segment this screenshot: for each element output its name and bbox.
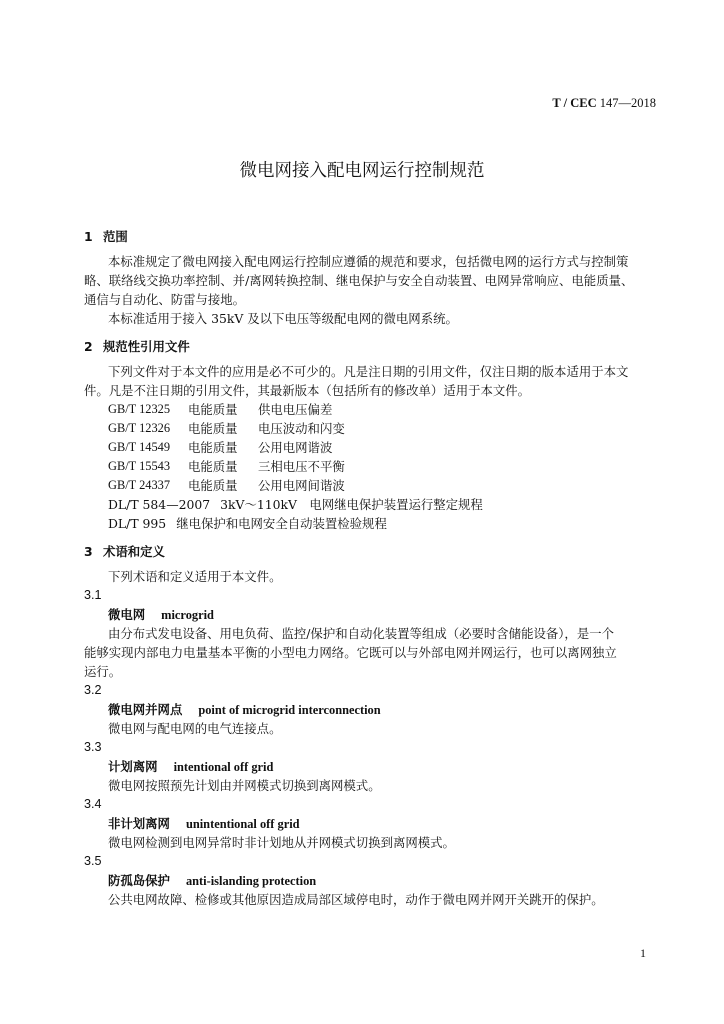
reference-item: GB/T 12326 电能质量 电压波动和闪变 xyxy=(108,421,345,436)
term-name: 计划离网 intentional off grid xyxy=(108,759,274,774)
term-definition: 运行。 xyxy=(84,664,122,679)
term-definition: 公共电网故障、检修或其他原因造成局部区域停电时，动作于微电网并网开关跳开的保护。 xyxy=(108,892,604,907)
page-number: 1 xyxy=(640,946,646,960)
term-number: 3.3 xyxy=(84,740,102,754)
reference-item: GB/T 15543 电能质量 三相电压不平衡 xyxy=(108,459,345,474)
term-number: 3.1 xyxy=(84,588,102,602)
section-heading-references: 2 规范性引用文件 xyxy=(84,339,190,354)
reference-item: DL/T 995 继电保护和电网安全自动装置检验规程 xyxy=(108,516,387,531)
term-definition: 由分布式发电设备、用电负荷、监控/保护和自动化装置等组成（必要时含储能设备），是一个 xyxy=(108,626,614,641)
reference-item: GB/T 12325 电能质量 供电电压偏差 xyxy=(108,402,333,417)
paragraph-line: 本标准规定了微电网接入配电网运行控制应遵循的规范和要求，包括微电网的运行方式与控制策 xyxy=(108,254,629,269)
term-name: 微电网 microgrid xyxy=(108,607,214,622)
paragraph-line: 件。凡是不注日期的引用文件，其最新版本（包括所有的修改单）适用于本文件。 xyxy=(84,383,531,398)
reference-item: GB/T 24337 电能质量 公用电网间谐波 xyxy=(108,478,345,493)
standard-number: 147—2018 xyxy=(599,96,656,110)
term-name: 非计划离网 unintentional off grid xyxy=(108,816,300,831)
section-heading-scope: 1 范围 xyxy=(84,229,128,244)
section-heading-terms: 3 术语和定义 xyxy=(84,544,165,559)
term-number: 3.2 xyxy=(84,683,102,697)
term-name: 防孤岛保护 anti-islanding protection xyxy=(108,873,317,888)
term-definition: 微电网与配电网的电气连接点。 xyxy=(108,721,282,736)
term-definition: 能够实现内部电力电量基本平衡的小型电力网络。它既可以与外部电网并网运行，也可以离网独立 xyxy=(84,645,617,660)
term-definition: 微电网按照预先计划由并网模式切换到离网模式。 xyxy=(108,778,381,793)
paragraph-line: 本标准适用于接入 35kV 及以下电压等级配电网的微电网系统。 xyxy=(108,311,458,326)
term-definition: 微电网检测到电网异常时非计划地从并网模式切换到离网模式。 xyxy=(108,835,455,850)
standard-prefix: T / CEC xyxy=(552,96,597,110)
reference-item: DL/T 584—2007 3kV～110kV 电网继电保护装置运行整定规程 xyxy=(108,497,483,512)
paragraph-line: 下列术语和定义适用于本文件。 xyxy=(108,569,282,584)
paragraph-line: 下列文件对于本文件的应用是必不可少的。凡是注日期的引用文件，仅注日期的版本适用于本文 xyxy=(108,364,629,379)
document-body xyxy=(84,224,658,909)
term-number: 3.5 xyxy=(84,854,102,868)
reference-item: GB/T 14549 电能质量 公用电网谐波 xyxy=(108,440,333,455)
term-number: 3.4 xyxy=(84,797,102,811)
term-name: 微电网并网点 point of microgrid interconnection xyxy=(108,702,381,717)
paragraph-line: 略、联络线交换功率控制、并/离网转换控制、继电保护与安全自动装置、电网异常响应、电能质量、 xyxy=(84,273,634,288)
paragraph-line: 通信与自动化、防雷与接地。 xyxy=(84,292,246,307)
document-title: 微电网接入配电网运行控制规范 xyxy=(239,161,485,181)
standard-code xyxy=(552,96,656,111)
